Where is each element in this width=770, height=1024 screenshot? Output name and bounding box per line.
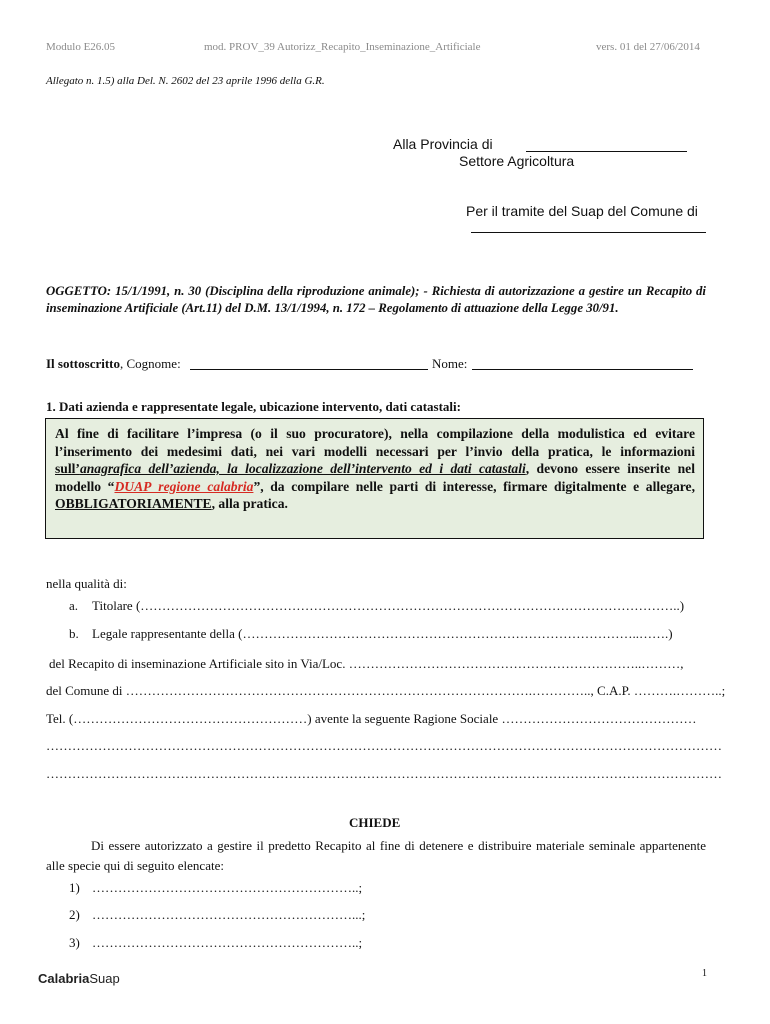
form-code: mod. PROV_39 Autorizz_Recapito_Inseminazione_Artificiale bbox=[204, 41, 481, 53]
duap-notice-text: Al fine di facilitare l’impresa (o il suo procuratore), nella compilazione della modulistica ed evitare l’inserimento dei medesimi dati, nei vari modelli necessari per l’invio della pratica, le informazioni sull’anagrafica dell’azienda, la localizzazione dell’intervento ed i dati catastali, devono essere inserite nel modello “DUAP_regione_calabria”, da compilare nelle parti di interesse, firmare digitalmente e allegare, OBBLIGATORIAMENTE, alla pratica. bbox=[55, 426, 695, 511]
section-1-title: 1. Dati azienda e rappresentate legale, ubicazione intervento, dati catastali: bbox=[46, 399, 461, 414]
ragione-sociale-line-1[interactable]: ………………………………………………………………………………………………………………………………………… bbox=[46, 738, 722, 753]
chiede-text: Di essere autorizzato a gestire il predetto Recapito al fine di detenere e distribuire materiale seminale appartenente alle specie qui di seguito elencate: bbox=[46, 838, 706, 873]
option-b-marker: b. bbox=[69, 626, 79, 641]
recipient-sector: Settore Agricoltura bbox=[459, 153, 575, 169]
chiede-title: CHIEDE bbox=[349, 815, 401, 830]
calabria-suap-logo: CalabriaSuap bbox=[38, 971, 120, 986]
option-a-marker: a. bbox=[69, 598, 79, 613]
species-3-field[interactable]: ……………………………………………………..; bbox=[92, 935, 363, 950]
sottoscritto-row bbox=[46, 356, 181, 372]
qualita-label: nella qualità di: bbox=[46, 576, 127, 591]
recapito-address-field[interactable]: del Recapito di inseminazione Artificiale sito in Via/Loc. …………………………………………………………..………, bbox=[49, 656, 684, 671]
tel-ragione-sociale-field[interactable]: Tel. (………………………………………………) avente la seguente Ragione Sociale ……………………………………… bbox=[46, 711, 697, 726]
allegato-reference: Allegato n. 1.5) alla Del. N. 2602 del 23 aprile 1996 della G.R. bbox=[46, 75, 325, 87]
recipient-province: Alla Provincia di bbox=[393, 136, 493, 152]
duap-model-name: DUAP_regione_calabria bbox=[114, 478, 254, 494]
option-legale-rappresentante[interactable]: Legale rappresentante della (………………………………………………………………………………..…….) bbox=[92, 626, 673, 641]
species-1-number: 1) bbox=[69, 880, 80, 895]
recipient-suap: Per il tramite del Suap del Comune di bbox=[466, 203, 698, 219]
species-2-field[interactable]: ……………………………………………………...; bbox=[92, 907, 366, 922]
nome-field[interactable] bbox=[472, 369, 693, 370]
species-3-number: 3) bbox=[69, 935, 80, 950]
version-info: vers. 01 del 27/06/2014 bbox=[596, 41, 700, 53]
duap-notice-box bbox=[45, 418, 704, 539]
province-blank[interactable] bbox=[526, 151, 687, 152]
sottoscritto-label: Il sottoscritto bbox=[46, 356, 121, 371]
species-2-number: 2) bbox=[69, 907, 80, 922]
species-1-field[interactable]: ……………………………………………………..; bbox=[92, 880, 363, 895]
nome-label: Nome: bbox=[432, 356, 468, 371]
comune-cap-field[interactable]: del Comune di ………………………………………………………………………………….………….., C.A.P. ……….………..; bbox=[46, 683, 726, 698]
page-number: 1 bbox=[702, 968, 707, 979]
oggetto-text: OGGETTO: 15/1/1991, n. 30 (Disciplina della riproduzione animale); - Richiesta di autorizzazione a gestire un Recapito di inseminazione Artificiale (Art.11) del D.M. 13/1/1994, n. 172 – Regolamento di attuazione della Legge 30/91. bbox=[46, 284, 706, 315]
cognome-field[interactable] bbox=[190, 369, 428, 370]
cognome-label: , Cognome: bbox=[120, 356, 181, 371]
comune-blank[interactable] bbox=[471, 232, 706, 233]
module-code: Modulo E26.05 bbox=[46, 41, 116, 53]
ragione-sociale-line-2[interactable]: ………………………………………………………………………………………………………………………………………… bbox=[46, 766, 722, 781]
option-titolare[interactable]: Titolare (……………………………………………………………………………………………………………..) bbox=[92, 598, 685, 613]
obbligatoriamente: OBBLIGATORIAMENTE bbox=[55, 496, 212, 511]
